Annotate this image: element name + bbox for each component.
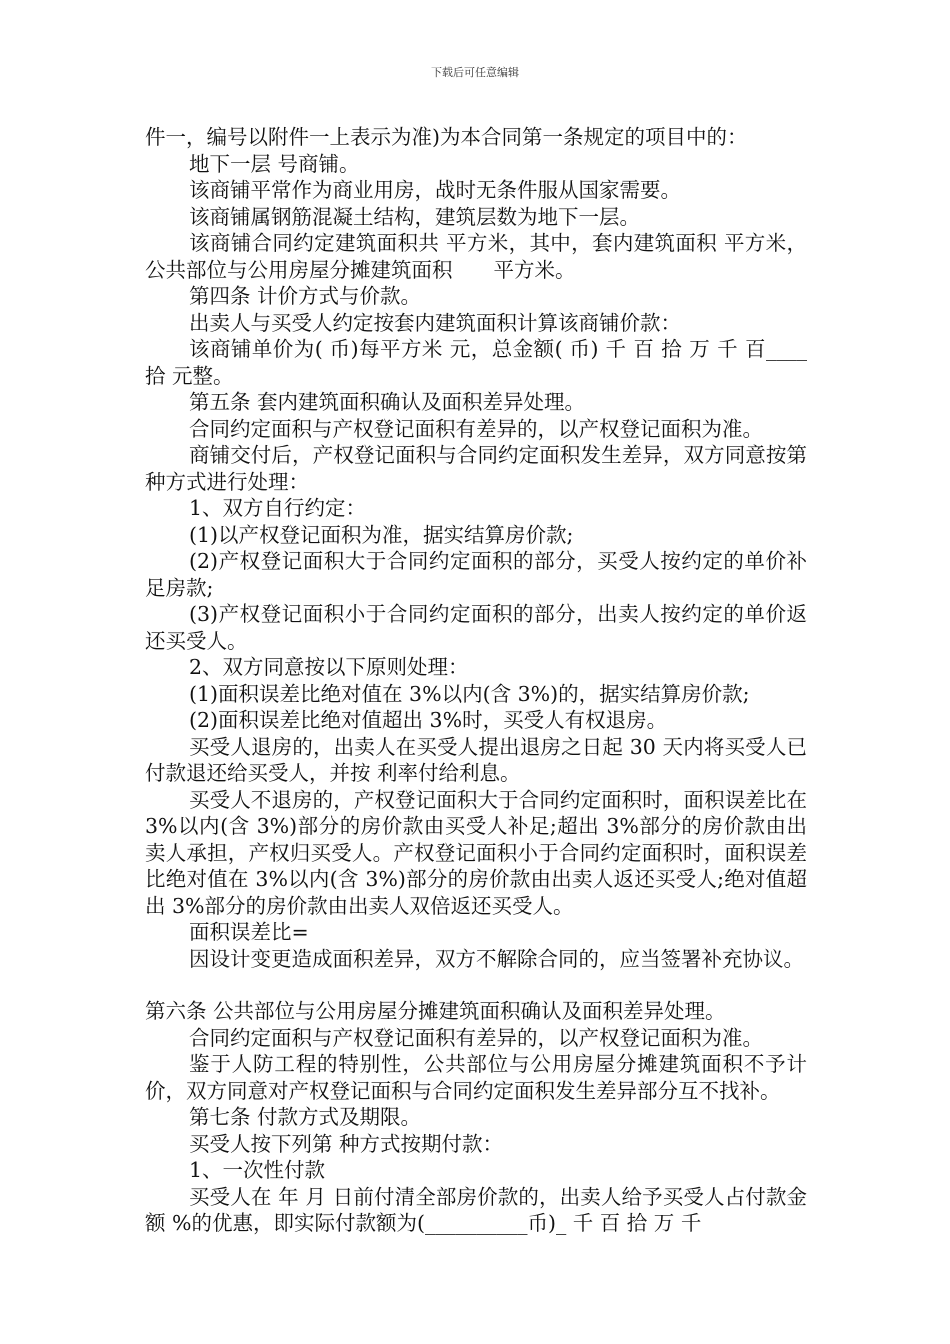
- paragraph: (1)以产权登记面积为准，据实结算房价款;: [189, 522, 574, 547]
- document-body: [145, 124, 807, 1237]
- paragraph: 买受人按下列第 种方式按期付款：: [189, 1131, 504, 1156]
- paragraph: 1、双方自行约定：: [189, 496, 367, 520]
- paragraph: 该商铺属钢筋混凝土结构，建筑层数为地下一层。: [189, 204, 640, 229]
- paragraph: 买受人不退房的，产权登记面积大于合同约定面积时，面积误差比在 3%以内(含 3%)部分的房价款由买受人补足;超出 3%部分的房价款由出卖人承担，产权归买受人。产权登记面积小于合同约定面积时，面积误差比绝对值在 3%以内(含 3%)部分的房价款由出卖人返还买受人;绝对值超出 3%部分的房价款由出卖人双倍返还买受人。: [145, 787, 807, 918]
- paragraph: (3)产权登记面积小于合同约定面积的部分，出卖人按约定的单价返还买受人。: [145, 602, 807, 653]
- page-header: 下载后可任意编辑: [431, 66, 519, 79]
- paragraph: 合同约定面积与产权登记面积有差异的，以产权登记面积为准。: [189, 416, 763, 441]
- paragraph: 鉴于人防工程的特别性，公共部位与公用房屋分摊建筑面积不予计价，双方同意对产权登记面积与合同约定面积发生差异部分互不找补。: [145, 1052, 807, 1103]
- paragraph: 该商铺平常作为商业用房，战时无条件服从国家需要。: [189, 178, 681, 202]
- paragraph: 地下一层 号商铺。: [189, 151, 360, 176]
- paragraph: 因设计变更造成面积差异，双方不解除合同的，应当签署补充协议。: [189, 946, 804, 971]
- paragraph: 第七条 付款方式及期限。: [189, 1105, 422, 1129]
- paragraph: 该商铺单价为( 币)每平方米 元，总金额( 币) 千 百 拾 万 千 百____拾 元整。: [145, 337, 807, 388]
- paragraph: 合同约定面积与产权登记面积有差异的，以产权登记面积为准。: [189, 1025, 763, 1050]
- paragraph: (2)面积误差比绝对值超出 3%时，买受人有权退房。: [189, 708, 668, 732]
- paragraph: (2)产权登记面积大于合同约定面积的部分，买受人按约定的单价补足房款;: [145, 549, 807, 600]
- paragraph: 1、一次性付款: [189, 1158, 326, 1182]
- paragraph: 面积误差比=: [189, 920, 309, 944]
- paragraph: 商铺交付后，产权登记面积与合同约定面积发生差异，双方同意按第 种方式进行处理：: [145, 443, 807, 494]
- paragraph: 2、双方同意按以下原则处理：: [189, 655, 469, 679]
- paragraph: 出卖人与买受人约定按套内建筑面积计算该商铺价款：: [189, 310, 681, 335]
- paragraph: 第五条 套内建筑面积确认及面积差异处理。: [189, 390, 586, 414]
- paragraph: 该商铺合同约定建筑面积共 平方米，其中，套内建筑面积 平方米，公共部位与公用房屋分摊建筑面积 平方米。: [145, 231, 807, 282]
- paragraph: 第四条 计价方式与价款。: [189, 284, 422, 308]
- paragraph: 买受人在 年 月 日前付清全部房价款的，出卖人给予买受人占付款金额 %的优惠，即实际付款额为(__________币)_ 千 百 拾 万 千: [145, 1184, 807, 1235]
- paragraph: 第六条 公共部位与公用房屋分摊建筑面积确认及面积差异处理。: [145, 999, 726, 1023]
- paragraph: 件一，编号以附件一上表示为准)为本合同第一条规定的项目中的：: [145, 125, 748, 149]
- blank-line: [145, 972, 807, 998]
- paragraph: 买受人退房的，出卖人在买受人提出退房之日起 30 天内将买受人已付款退还给买受人，并按 利率付给利息。: [145, 734, 807, 785]
- paragraph: (1)面积误差比绝对值在 3%以内(含 3%)的，据实结算房价款;: [189, 681, 750, 706]
